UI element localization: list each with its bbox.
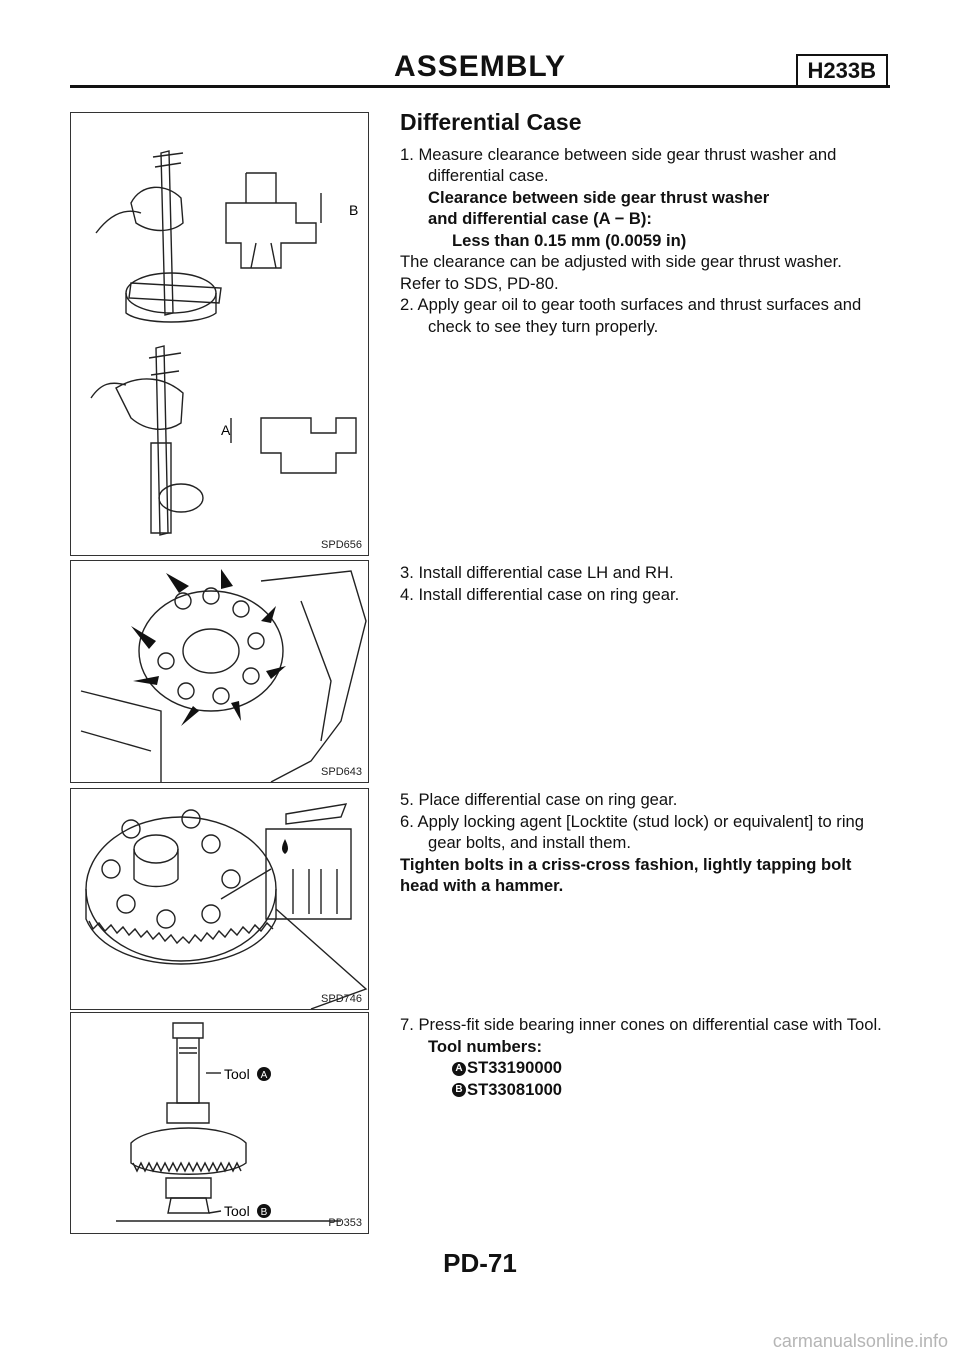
text-block-install (400, 562, 893, 605)
differential-case-bolts-illustration (71, 561, 368, 782)
step-1: 1. Measure clearance between side gear thrust washer and differential case. (400, 144, 837, 185)
step-7: 7. Press-fit side bearing inner cones on differential case with Tool. (400, 1015, 882, 1034)
tool-a-marker: A (260, 1070, 268, 1081)
figure-code: PD353 (328, 1217, 362, 1229)
text-block-press-fit (400, 1014, 893, 1100)
page-number: PD-71 (443, 1248, 517, 1278)
section-title: Differential Case (400, 109, 582, 135)
tool-a-caption: Tool (224, 1066, 250, 1082)
spec-line-1: Clearance between side gear thrust washer (428, 187, 770, 207)
label-a: A (221, 422, 231, 438)
figure-spd643 (70, 560, 369, 783)
figure-pd353 (70, 1012, 369, 1234)
tool-b-caption: Tool (224, 1203, 250, 1219)
press-fit-tool-illustration (71, 1013, 368, 1233)
caliper-measurement-illustration (71, 113, 368, 555)
tool-b-badge: B (452, 1083, 466, 1097)
figure-code: SPD643 (321, 766, 362, 778)
header-rule (70, 85, 890, 88)
figure-spd746 (70, 788, 369, 1010)
step-3: 3. Install differential case LH and RH. (400, 563, 674, 582)
tool-b-marker: B (260, 1207, 268, 1218)
note-2: Refer to SDS, PD-80. (400, 273, 559, 293)
tool-numbers-heading: Tool numbers: (428, 1036, 543, 1056)
note-1: The clearance can be adjusted with side gear thrust washer. (400, 252, 842, 271)
tool-a-badge: A (452, 1062, 466, 1076)
tightening-note: Tighten bolts in a criss-cross fashion, lightly tapping bolt head with a hammer. (400, 854, 852, 895)
text-block-ring-gear (400, 789, 893, 897)
tool-a-number: A ST33190000 (400, 1057, 893, 1079)
text-block-differential-case (400, 109, 893, 337)
figure-spd656 (70, 112, 369, 556)
page-header-title: ASSEMBLY (394, 50, 566, 83)
spec-value: Less than 0.15 mm (0.0059 in) (452, 230, 687, 250)
step-2: 2. Apply gear oil to gear tooth surfaces and thrust surfaces and check to see they turn properly. (400, 295, 862, 336)
label-b: B (349, 202, 359, 218)
step-5: 5. Place differential case on ring gear. (400, 790, 678, 809)
figure-code: SPD656 (321, 539, 362, 551)
tool-b-number: B ST33081000 (400, 1079, 893, 1101)
spec-line-2: and differential case (A − B): (428, 209, 652, 228)
ring-gear-locking-agent-illustration (71, 789, 368, 1009)
page-header-code: H233B (796, 54, 888, 88)
step-6: 6. Apply locking agent [Locktite (stud lock) or equivalent] to ring gear bolts, and install them. (400, 811, 864, 852)
step-4: 4. Install differential case on ring gear. (400, 584, 680, 604)
figure-code: SPD746 (321, 993, 362, 1005)
watermark: carmanualsonline.info (772, 1331, 948, 1351)
